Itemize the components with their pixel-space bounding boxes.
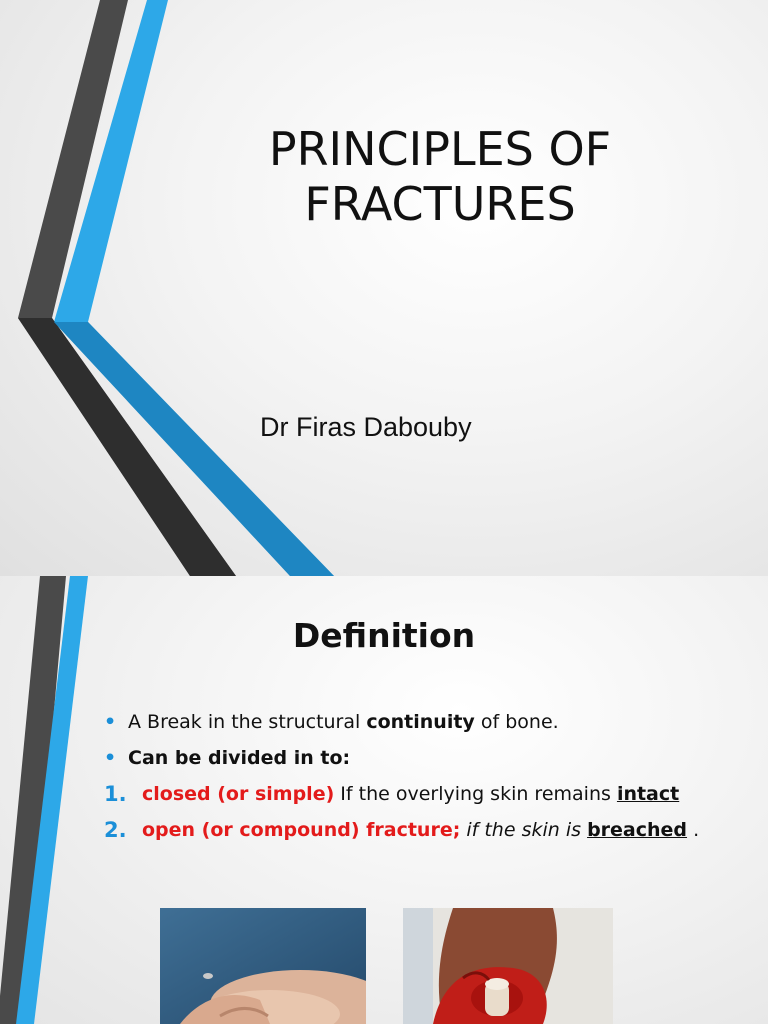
author-name: Dr Firas Dabouby (260, 412, 472, 442)
item-label: closed (or simple) (142, 783, 335, 805)
title-line-1: PRINCIPLES OF (268, 122, 612, 176)
presentation-title (220, 122, 660, 232)
open-fracture-photo (403, 908, 613, 1024)
closed-fracture-photo (160, 908, 366, 1024)
bullet-icon: • (104, 747, 117, 769)
list-item (104, 740, 699, 776)
bullet-text: Can be divided in to: (128, 747, 351, 769)
item-number: 2. (104, 818, 127, 842)
item-label: open (or compound) fracture; (142, 819, 461, 841)
bullet-emphasis: continuity (366, 711, 475, 733)
item-text: If the overlying skin remains (334, 783, 617, 805)
bullet-text-end: of bone. (474, 711, 559, 733)
list-item (104, 812, 699, 848)
list-item (104, 776, 699, 812)
item-keyword: breached (587, 819, 688, 841)
item-text: if the skin is (460, 819, 588, 841)
slide-title: Definition (292, 616, 476, 655)
item-number: 1. (104, 782, 127, 806)
bullet-icon: • (104, 711, 117, 733)
item-keyword: intact (616, 783, 680, 805)
bullet-text: A Break in the structural (128, 711, 367, 733)
definition-slide (0, 576, 768, 1024)
item-end: . (687, 819, 700, 841)
title-line-2: FRACTURES (304, 177, 576, 232)
definition-list (104, 704, 699, 848)
list-item (104, 704, 699, 740)
